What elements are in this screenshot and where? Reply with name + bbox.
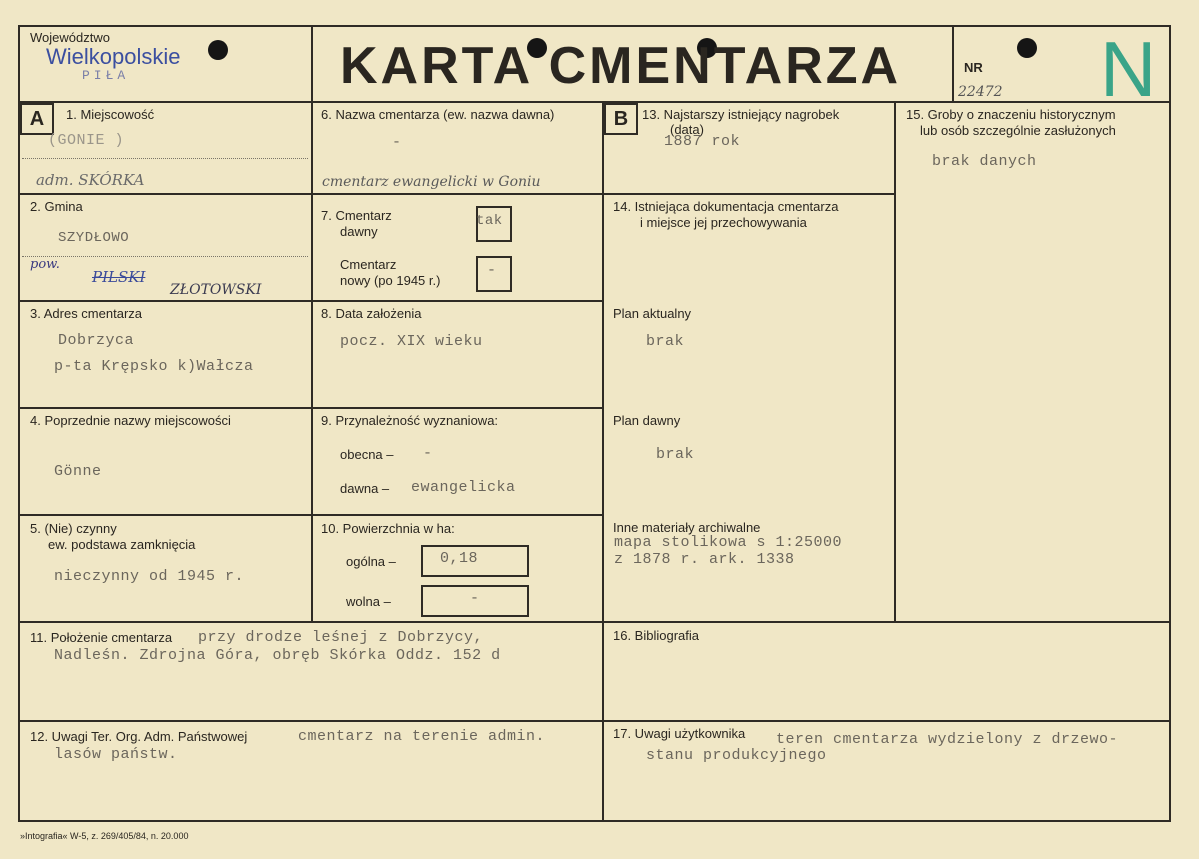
field2-label: 2. Gmina [30, 199, 83, 214]
field11-value-2: Nadleśn. Zdrojna Góra, obręb Skórka Oddz. 152 d [54, 647, 501, 664]
field3-value-1: Dobrzyca [58, 332, 135, 349]
frame-top [18, 25, 1171, 27]
field10-free-value: - [470, 590, 480, 607]
field5-label-1: 5. (Nie) czynny [30, 521, 117, 536]
col-line-a [311, 101, 313, 622]
voivodeship-stamp-sub: PIŁA [82, 68, 130, 83]
field7-label-2: dawny [340, 224, 378, 239]
voivodeship-stamp: Wielkopolskie [46, 44, 181, 69]
field7-label-1: 7. Cmentarz [321, 208, 392, 223]
other-materials-value-1: mapa stolikowa s 1:25000 [614, 534, 843, 551]
field10-total-value: 0,18 [440, 550, 479, 567]
header-vline-1 [311, 25, 313, 103]
field10-total-label: ogólna – [346, 554, 396, 569]
col-line-c [894, 101, 896, 622]
field10-free-label: wolna – [346, 594, 391, 609]
nr-value: 22472 [958, 84, 1003, 100]
row-line-6 [18, 720, 1171, 722]
field12-value-1: cmentarz na terenie admin. [298, 728, 546, 745]
frame-bottom [18, 820, 1171, 822]
field2-dotted-line [22, 256, 308, 257]
corner-mark: N [1100, 25, 1157, 113]
field3-label: 3. Adres cmentarza [30, 306, 142, 321]
field7b-label-2: nowy (po 1945 r.) [340, 273, 441, 288]
frame-left [18, 25, 20, 822]
section-b-badge: B [604, 103, 638, 135]
other-materials-label: Inne materiały archiwalne [613, 520, 761, 535]
punch-hole-1 [208, 40, 228, 60]
row-line-2 [18, 300, 604, 302]
field5-label-2: ew. podstawa zamknięcia [48, 537, 196, 552]
plan-current-value: brak [646, 333, 685, 350]
field9-former-value: ewangelicka [411, 479, 516, 496]
row-line-5 [18, 621, 1171, 623]
field11-label: 11. Położenie cmentarza [30, 630, 173, 645]
punch-hole-4 [1017, 38, 1037, 58]
row-line-1 [18, 193, 604, 195]
field9-current-label: obecna – [340, 447, 394, 462]
field4-label: 4. Poprzednie nazwy miejscowości [30, 413, 231, 428]
plan-former-value: brak [656, 446, 695, 463]
field13-value: 1887 rok [664, 133, 741, 150]
row-line-4 [18, 514, 604, 516]
header-vline-2 [952, 25, 954, 103]
field12-label: 12. Uwagi Ter. Org. Adm. Państwowej [30, 729, 248, 744]
field4-value: Gönne [54, 463, 102, 480]
row-line-13 [602, 193, 896, 195]
field2-hand-pilski: PILSKI [92, 268, 146, 286]
nr-label: NR [964, 60, 983, 75]
field12-value-2: lasów państw. [54, 746, 178, 763]
field9-label: 9. Przynależność wyznaniowa: [321, 413, 499, 428]
field5-value: nieczynny od 1945 r. [54, 568, 245, 585]
plan-former-label: Plan dawny [613, 413, 681, 428]
field1-label: 1. Miejscowość [66, 107, 155, 122]
voivodeship-label: Województwo [30, 30, 110, 45]
field7-value: tak [476, 213, 503, 229]
field14-label-1: 14. Istniejąca dokumentacja cmentarza [613, 199, 839, 214]
field14-label-2: i miejsce jej przechowywania [640, 215, 807, 230]
field2-value: SZYDŁOWO [58, 230, 130, 246]
field1-hand: adm. SKÓRKA [36, 171, 145, 189]
field8-value: pocz. XIX wieku [340, 333, 483, 350]
plan-current-label: Plan aktualny [613, 306, 692, 321]
col-line-b [602, 101, 604, 820]
field9-current-value: - [423, 445, 433, 462]
field16-label: 16. Bibliografia [613, 628, 699, 643]
field6-hand: cmentarz ewangelicki w Goniu [322, 174, 541, 190]
field17-value-2: stanu produkcyjnego [646, 747, 827, 764]
field15-label-2: lub osób szczególnie zasłużonych [920, 123, 1116, 138]
field1-dotted-line [22, 158, 308, 159]
field17-label: 17. Uwagi użytkownika [613, 726, 746, 741]
field3-value-2: p-ta Krępsko k)Wałcza [54, 358, 254, 375]
field7b-label-1: Cmentarz [340, 257, 397, 272]
header-divider [18, 101, 1171, 103]
print-footer: »Intografia« W-5, z. 269/405/84, n. 20.000 [20, 831, 189, 841]
section-a-badge: A [20, 103, 54, 135]
row-line-3 [18, 407, 604, 409]
other-materials-value-2: z 1878 r. ark. 1338 [614, 551, 795, 568]
field15-label-1: 15. Groby o znaczeniu historycznym [906, 107, 1116, 122]
field13-label-1: 13. Najstarszy istniejący nagrobek [642, 107, 840, 122]
field7b-value: - [487, 262, 497, 279]
field13-label-2: (data) [670, 122, 704, 137]
frame-right [1169, 25, 1171, 822]
field6-value: - [392, 134, 402, 151]
card-title: KARTA CMENTARZA [340, 37, 902, 95]
field15-value: brak danych [932, 153, 1037, 170]
field8-label: 8. Data założenia [321, 306, 422, 321]
field6-label: 6. Nazwa cmentarza (ew. nazwa dawna) [321, 107, 555, 122]
field10-label: 10. Powierzchnia w ha: [321, 521, 455, 536]
field2-hand-zlot: ZŁOTOWSKI [170, 282, 262, 298]
field17-value-1: teren cmentarza wydzielony z drzewo- [776, 731, 1119, 748]
field11-value-1: przy drodze leśnej z Dobrzycy, [198, 629, 484, 646]
field2-hand-pow: pow. [30, 257, 60, 272]
field1-value: (GONIE ) [48, 132, 125, 149]
field9-former-label: dawna – [340, 481, 390, 496]
